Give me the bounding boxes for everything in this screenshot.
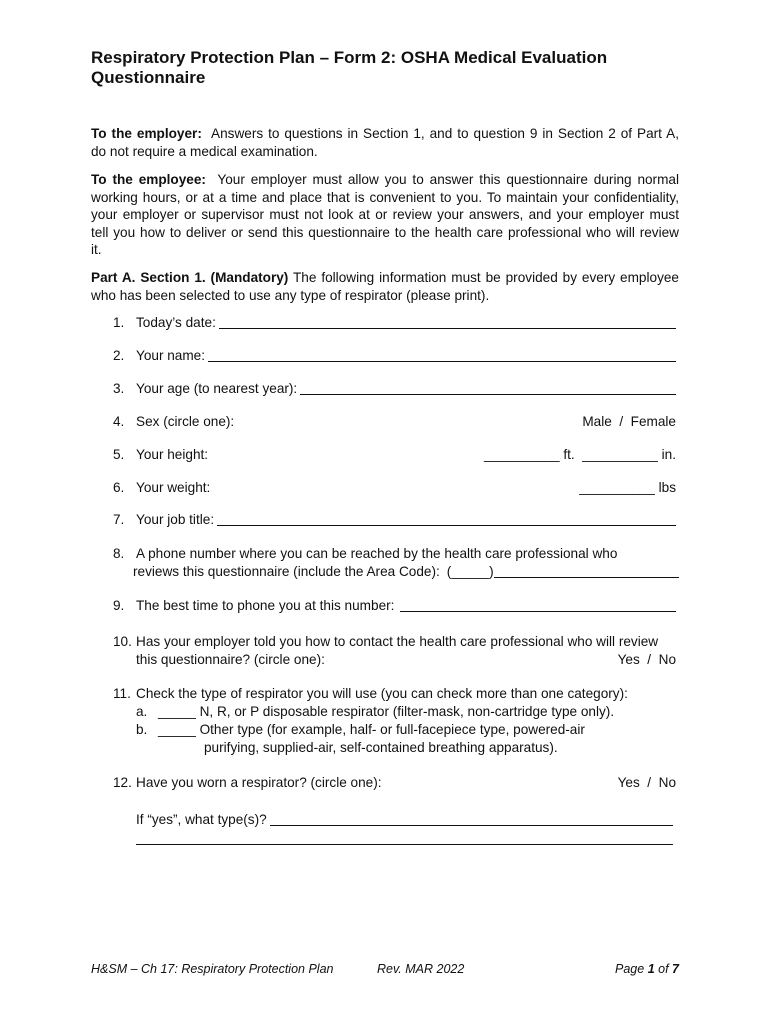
height-field[interactable]: __________ ft. __________ in. [484, 447, 676, 462]
question-number: 1. [113, 315, 125, 330]
question-number: 5. [113, 447, 125, 462]
part-a-intro-line: who has been selected to use any type of respirator (please print). [91, 288, 490, 303]
question-9 [91, 597, 676, 615]
form-title [91, 48, 679, 88]
respirator-option-b[interactable] [136, 721, 676, 739]
part-a-intro-text: The following information must be provided by every employee [293, 270, 679, 285]
question-number: 3. [113, 381, 125, 396]
employer-note-line [91, 143, 679, 161]
question-label: Your name: [136, 348, 206, 363]
employee-note-line: tell you how to deliver or send this questionnaire to the health care professional who will review [91, 224, 679, 240]
form-title-line-2: Questionnaire [91, 68, 206, 87]
question-4 [91, 413, 676, 431]
question-number: 8. [113, 546, 125, 561]
question-label: Your age (to nearest year): [136, 381, 298, 396]
worn-respirator-choice[interactable]: Yes / No [617, 775, 676, 790]
question-10 [91, 633, 676, 669]
footer-revision: Rev. MAR 2022 [377, 962, 465, 976]
part-a-section-heading: Part A. Section 1. (Mandatory) [91, 270, 289, 285]
footer-document-name: H&SM – Ch 17: Respiratory Protection Plan [91, 962, 334, 976]
question-number: 7. [113, 512, 125, 527]
question-label: Have you worn a respirator? (circle one): [136, 775, 382, 790]
contact-told-choice[interactable]: Yes / No [617, 652, 676, 667]
question-3 [91, 380, 676, 398]
employee-note-line: it. [91, 242, 102, 257]
form-title-line-1: Respiratory Protection Plan – Form 2: OSHA Medical Evaluation [91, 48, 608, 67]
page-of-label: of [658, 962, 669, 976]
question-label-line [136, 651, 676, 669]
question-6 [91, 479, 676, 497]
employer-note [91, 125, 679, 161]
weight-field[interactable]: __________ lbs [579, 480, 676, 495]
question-number: 4. [113, 414, 125, 429]
area-code-field[interactable]: (_____) [446, 564, 494, 579]
question-label-line [136, 633, 676, 651]
employee-note-line: working hours, or at a time and place that is convenient to you. To maintain your confidentiality, [91, 189, 679, 205]
page-indicator [615, 960, 679, 978]
question-12-followup [91, 811, 673, 829]
question-1 [91, 314, 676, 332]
question-2 [91, 347, 676, 365]
employee-note-line: your employer or supervisor must not look at or review your answers, and your employer must [91, 207, 679, 222]
employee-note-lead: To the employee: [91, 172, 206, 187]
respirator-types-field[interactable] [270, 811, 673, 826]
employee-note-line [91, 171, 679, 189]
job-title-field[interactable] [217, 511, 676, 526]
option-continuation-line [136, 739, 676, 757]
todays-date-field[interactable] [219, 314, 676, 329]
question-number: 2. [113, 348, 125, 363]
respirator-option-a[interactable] [136, 703, 676, 721]
followup-label: If “yes”, what type(s)? [136, 812, 267, 827]
phone-number-field[interactable] [494, 563, 679, 578]
employee-note [91, 171, 679, 259]
question-5 [91, 446, 676, 464]
question-label-line [136, 545, 676, 563]
question-number: 10. [113, 634, 132, 649]
option-text: purifying, supplied-air, self-contained breathing apparatus). [204, 740, 558, 755]
employer-note-text: do not require a medical examination. [91, 144, 318, 159]
total-pages: 7 [672, 962, 679, 976]
best-time-field[interactable] [400, 597, 676, 612]
question-label: Your height: [136, 447, 209, 462]
page-label: Page [615, 962, 645, 976]
question-label: Check the type of respirator you will use (you can check more than one category): [136, 686, 628, 701]
question-label: Sex (circle one): [136, 414, 235, 429]
question-11 [91, 685, 676, 757]
employer-note-lead: To the employer: [91, 126, 202, 141]
option-text: _____ N, R, or P disposable respirator (filter-mask, non-cartridge type only). [158, 704, 615, 719]
respirator-types-extra-line[interactable] [136, 844, 673, 845]
employer-note-line [91, 125, 679, 143]
employee-note-text: Your employer must allow you to answer this questionnaire during normal [217, 172, 679, 187]
question-number: 12. [113, 775, 132, 790]
question-number: 6. [113, 480, 125, 495]
employer-note-text: Answers to questions in Section 1, and to question 9 in Section 2 of Part A, [211, 126, 679, 141]
option-marker: b. [136, 722, 148, 737]
part-a-intro-line [91, 269, 679, 287]
question-label-line [136, 685, 676, 703]
question-label: Has your employer told you how to contact the health care professional who will review [136, 634, 659, 649]
question-7 [91, 511, 676, 529]
page-footer [91, 960, 679, 978]
option-text: _____ Other type (for example, half- or full-facepiece type, powered-air [158, 722, 585, 737]
part-a-section-1-intro [91, 269, 679, 305]
option-marker: a. [136, 704, 148, 719]
question-label: reviews this questionnaire (include the Area Code): [133, 564, 440, 579]
question-12 [91, 774, 676, 792]
question-label: A phone number where you can be reached by the health care professional who [136, 546, 618, 561]
name-field[interactable] [208, 347, 676, 362]
question-label: Your weight: [136, 480, 211, 495]
question-label: Today’s date: [136, 315, 216, 330]
sex-choice[interactable]: Male / Female [582, 414, 676, 429]
question-label: The best time to phone you at this number: [136, 598, 395, 613]
age-field[interactable] [300, 380, 676, 395]
question-label: Your job title: [136, 512, 215, 527]
question-number: 11. [113, 686, 131, 701]
question-label: this questionnaire? (circle one): [136, 652, 325, 667]
current-page: 1 [647, 962, 655, 976]
question-number: 9. [113, 598, 125, 613]
question-8 [91, 545, 676, 581]
question-label-line [133, 563, 679, 581]
